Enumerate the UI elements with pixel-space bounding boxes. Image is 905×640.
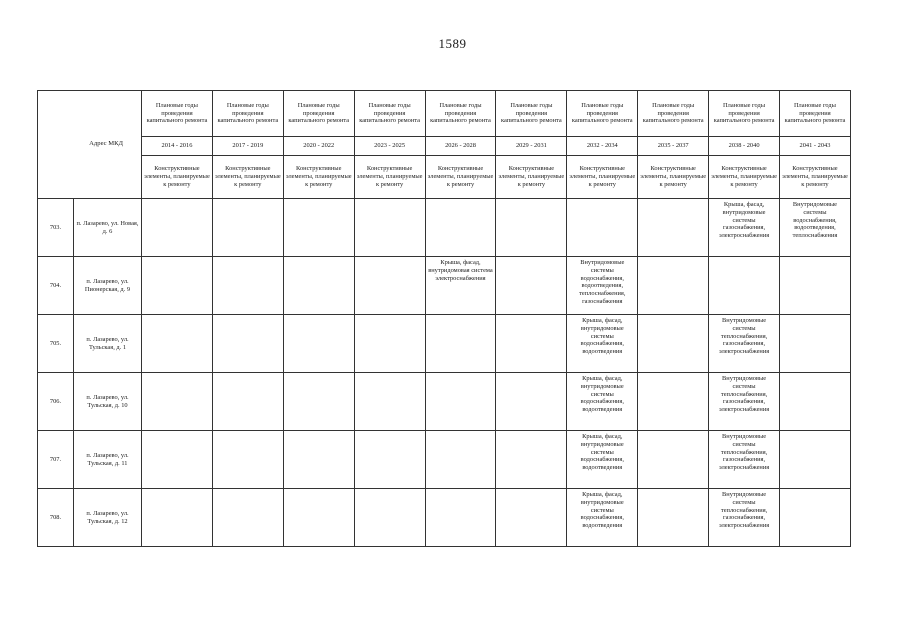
- repair-elements-cell: Внутридомовые системы теплоснабжения, газоснабжения, электроснабжения: [709, 431, 780, 489]
- period-years: 2023 - 2025: [354, 137, 425, 156]
- repair-elements-cell: [212, 315, 283, 373]
- table-row: [38, 257, 851, 315]
- repair-elements-cell: [354, 431, 425, 489]
- repair-elements-cell: Крыша, фасад, внутридомовая система электроснабжения: [425, 257, 496, 315]
- repair-elements-cell: [142, 315, 213, 373]
- repair-elements-cell: [142, 489, 213, 547]
- repair-elements-cell: [283, 199, 354, 257]
- period-years: 2020 - 2022: [283, 137, 354, 156]
- row-address: п. Лазарево, ул. Тульская, д. 10: [74, 373, 142, 431]
- period-title: Плановые годы проведения капитального ремонта: [354, 91, 425, 137]
- period-note: Конструктивные элементы, планируемые к ремонту: [567, 156, 638, 199]
- period-years: 2029 - 2031: [496, 137, 567, 156]
- repair-elements-cell: [212, 373, 283, 431]
- table-row: [38, 431, 851, 489]
- row-address: п. Лазарево, ул. Тульская, д. 1: [74, 315, 142, 373]
- repair-elements-cell: [638, 489, 709, 547]
- period-years: 2032 - 2034: [567, 137, 638, 156]
- repair-elements-cell: [142, 199, 213, 257]
- address-header-label: Адрес МКД: [89, 140, 123, 148]
- repair-elements-cell: [354, 373, 425, 431]
- repair-elements-cell: Крыша, фасад, внутридомовые системы водоснабжения, водоотведения: [567, 489, 638, 547]
- repair-elements-cell: [212, 489, 283, 547]
- repair-elements-cell: [638, 373, 709, 431]
- repair-elements-cell: [283, 489, 354, 547]
- repair-elements-cell: [425, 489, 496, 547]
- row-number: 706.: [38, 373, 74, 431]
- repair-elements-cell: Внутридомовые системы водоснабжения, водоотведения, теплоснабжения: [780, 199, 851, 257]
- table-row: [38, 373, 851, 431]
- repair-elements-cell: [638, 431, 709, 489]
- repair-elements-cell: [425, 373, 496, 431]
- period-years: 2017 - 2019: [212, 137, 283, 156]
- period-note: Конструктивные элементы, планируемые к ремонту: [425, 156, 496, 199]
- repair-elements-cell: [142, 257, 213, 315]
- row-address: п. Лазарево, ул. Тульская, д. 11: [74, 431, 142, 489]
- row-number: 704.: [38, 257, 74, 315]
- row-number: 708.: [38, 489, 74, 547]
- row-number: 707.: [38, 431, 74, 489]
- repair-elements-cell: [496, 489, 567, 547]
- repair-elements-cell: [567, 199, 638, 257]
- period-note: Конструктивные элементы, планируемые к ремонту: [212, 156, 283, 199]
- repair-elements-cell: [142, 431, 213, 489]
- header-row-years: [38, 137, 851, 156]
- repair-elements-cell: [425, 199, 496, 257]
- repair-elements-cell: [354, 489, 425, 547]
- row-address: п. Лазарево, ул. Пионерская, д. 9: [74, 257, 142, 315]
- repair-elements-cell: [354, 199, 425, 257]
- period-title: Плановые годы проведения капитального ремонта: [638, 91, 709, 137]
- row-number: 703.: [38, 199, 74, 257]
- repair-elements-cell: [354, 257, 425, 315]
- period-note: Конструктивные элементы, планируемые к ремонту: [780, 156, 851, 199]
- repair-elements-cell: Крыша, фасад, внутридомовые системы газоснабжения, электроснабжения: [709, 199, 780, 257]
- period-years: 2014 - 2016: [142, 137, 213, 156]
- repair-elements-cell: [283, 373, 354, 431]
- row-number: 705.: [38, 315, 74, 373]
- repair-elements-cell: [142, 373, 213, 431]
- repair-elements-cell: [283, 315, 354, 373]
- repair-elements-cell: Внутридомовые системы теплоснабжения, газоснабжения, электроснабжения: [709, 373, 780, 431]
- table-body: [38, 199, 851, 547]
- row-address: п. Лазарево, ул. Тульская, д. 12: [74, 489, 142, 547]
- period-title: Плановые годы проведения капитального ремонта: [567, 91, 638, 137]
- repair-elements-cell: [496, 257, 567, 315]
- repair-elements-cell: [212, 257, 283, 315]
- period-title: Плановые годы проведения капитального ремонта: [283, 91, 354, 137]
- repair-elements-cell: [496, 315, 567, 373]
- period-title: Плановые годы проведения капитального ремонта: [212, 91, 283, 137]
- period-note: Конструктивные элементы, планируемые к ремонту: [142, 156, 213, 199]
- repair-elements-cell: [780, 431, 851, 489]
- period-years: 2038 - 2040: [709, 137, 780, 156]
- repair-elements-cell: Внутридомовые системы теплоснабжения, газоснабжения, электроснабжения: [709, 315, 780, 373]
- repair-elements-cell: [425, 431, 496, 489]
- header-row-notes: [38, 156, 851, 199]
- period-note: Конструктивные элементы, планируемые к ремонту: [638, 156, 709, 199]
- repair-elements-cell: [283, 257, 354, 315]
- capital-repair-plan-table: [37, 90, 851, 547]
- repair-elements-cell: Внутридомовые системы теплоснабжения, газоснабжения, электроснабжения: [709, 489, 780, 547]
- period-years: 2026 - 2028: [425, 137, 496, 156]
- period-title: Плановые годы проведения капитального ремонта: [142, 91, 213, 137]
- repair-elements-cell: [496, 373, 567, 431]
- repair-elements-cell: [780, 315, 851, 373]
- table-row: [38, 489, 851, 547]
- repair-elements-cell: [638, 315, 709, 373]
- address-column-header: [38, 91, 142, 199]
- period-years: 2041 - 2043: [780, 137, 851, 156]
- table-row: [38, 315, 851, 373]
- period-note: Конструктивные элементы, планируемые к ремонту: [709, 156, 780, 199]
- period-title: Плановые годы проведения капитального ремонта: [709, 91, 780, 137]
- repair-elements-cell: [780, 373, 851, 431]
- repair-elements-cell: [496, 199, 567, 257]
- repair-elements-cell: [283, 431, 354, 489]
- repair-elements-cell: [638, 199, 709, 257]
- period-note: Конструктивные элементы, планируемые к ремонту: [354, 156, 425, 199]
- repair-elements-cell: [780, 257, 851, 315]
- period-years: 2035 - 2037: [638, 137, 709, 156]
- table-row: [38, 199, 851, 257]
- row-address: п. Лазарево, ул. Новая, д. 6: [74, 199, 142, 257]
- repair-elements-cell: [496, 431, 567, 489]
- repair-elements-cell: [638, 257, 709, 315]
- repair-elements-cell: [354, 315, 425, 373]
- period-note: Конструктивные элементы, планируемые к ремонту: [496, 156, 567, 199]
- repair-elements-cell: [780, 489, 851, 547]
- repair-elements-cell: Крыша, фасад, внутридомовые системы водоснабжения, водоотведения: [567, 431, 638, 489]
- period-note: Конструктивные элементы, планируемые к ремонту: [283, 156, 354, 199]
- repair-elements-cell: Крыша, фасад, внутридомовые системы водоснабжения, водоотведения: [567, 373, 638, 431]
- repair-elements-cell: Крыша, фасад, внутридомовые системы водоснабжения, водоотведения: [567, 315, 638, 373]
- repair-elements-cell: [212, 199, 283, 257]
- period-title: Плановые годы проведения капитального ремонта: [780, 91, 851, 137]
- repair-elements-cell: [212, 431, 283, 489]
- period-title: Плановые годы проведения капитального ремонта: [496, 91, 567, 137]
- repair-elements-cell: Внутридомовые системы водоснабжения, водоотведения, теплоснабжения, газоснабжения: [567, 257, 638, 315]
- header-row-titles: [38, 91, 851, 137]
- page-number: 1589: [438, 36, 467, 51]
- period-title: Плановые годы проведения капитального ремонта: [425, 91, 496, 137]
- repair-elements-cell: [709, 257, 780, 315]
- repair-elements-cell: [425, 315, 496, 373]
